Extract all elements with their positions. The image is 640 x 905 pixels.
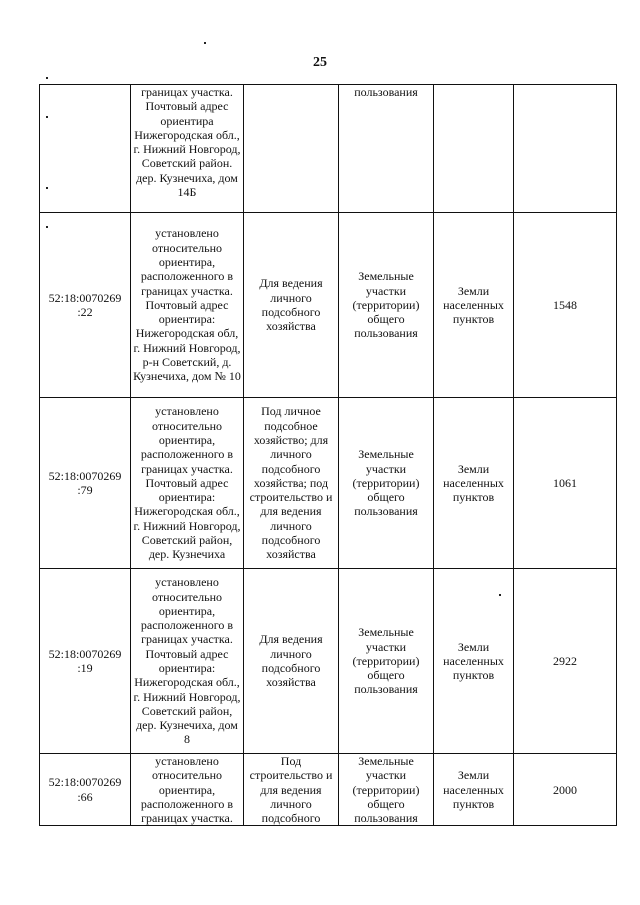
location-cell: установлено относительно ориентира, расположенного в границах участка. bbox=[131, 754, 244, 826]
area-cell: 1061 bbox=[514, 398, 617, 569]
territory-type-cell: Земельные участки (территории) общего пользования bbox=[339, 754, 434, 826]
land-category-cell bbox=[434, 85, 514, 213]
scan-speck bbox=[204, 42, 206, 44]
area-cell: 1548 bbox=[514, 213, 617, 398]
table-row bbox=[40, 569, 617, 754]
permitted-use-cell: Под строительство и для ведения личного подсобного bbox=[244, 754, 339, 826]
cadastral-number-cell: 52:18:0070269 :19 bbox=[40, 569, 131, 754]
land-category-cell: Земли населенных пунктов bbox=[434, 569, 514, 754]
cadastral-number-cell: 52:18:0070269 :22 bbox=[40, 213, 131, 398]
permitted-use-cell: Под личное подсобное хозяйство; для личного подсобного хозяйства; под строительство и для ведения личного подсобного хозяйства bbox=[244, 398, 339, 569]
territory-type-cell: Земельные участки (территории) общего пользования bbox=[339, 398, 434, 569]
table-row bbox=[40, 213, 617, 398]
area-cell: 2922 bbox=[514, 569, 617, 754]
territory-type-cell: Земельные участки (территории) общего пользования bbox=[339, 569, 434, 754]
cadastral-number-cell bbox=[40, 85, 131, 213]
location-cell: установлено относительно ориентира, расположенного в границах участка. Почтовый адрес ориентира: Нижегородская обл., г. Нижний Новгород, Советский район, дер. Кузнечиха, дом 8 bbox=[131, 569, 244, 754]
permitted-use-cell: Для ведения личного подсобного хозяйства bbox=[244, 213, 339, 398]
land-category-cell: Земли населенных пунктов bbox=[434, 754, 514, 826]
location-cell: установлено относительно ориентира, расположенного в границах участка. Почтовый адрес ориентира: Нижегородская обл., г. Нижний Новгород, Советский район, дер. Кузнечиха bbox=[131, 398, 244, 569]
cadastral-number-cell: 52:18:0070269 :79 bbox=[40, 398, 131, 569]
territory-type-cell: Земельные участки (территории) общего пользования bbox=[339, 213, 434, 398]
table-row bbox=[40, 85, 617, 213]
permitted-use-cell bbox=[244, 85, 339, 213]
scan-speck bbox=[46, 77, 48, 79]
page-number: 25 bbox=[313, 55, 327, 70]
land-category-cell: Земли населенных пунктов bbox=[434, 398, 514, 569]
land-category-cell: Земли населенных пунктов bbox=[434, 213, 514, 398]
table-row bbox=[40, 754, 617, 826]
land-plots-table bbox=[39, 84, 617, 826]
area-cell: 2000 bbox=[514, 754, 617, 826]
area-cell bbox=[514, 85, 617, 213]
table-row bbox=[40, 398, 617, 569]
territory-type-cell: пользования bbox=[339, 85, 434, 213]
location-cell: установлено относительно ориентира, расположенного в границах участка. Почтовый адрес ориентира: Нижегородская обл, г. Нижний Новгород, р-н Советский, д. Кузнечиха, дом № 10 bbox=[131, 213, 244, 398]
cadastral-number-cell: 52:18:0070269 :66 bbox=[40, 754, 131, 826]
permitted-use-cell: Для ведения личного подсобного хозяйства bbox=[244, 569, 339, 754]
location-cell: границах участка. Почтовый адрес ориентира Нижегородская обл., г. Нижний Новгород, Советский район. дер. Кузнечиха, дом 14Б bbox=[131, 85, 244, 213]
